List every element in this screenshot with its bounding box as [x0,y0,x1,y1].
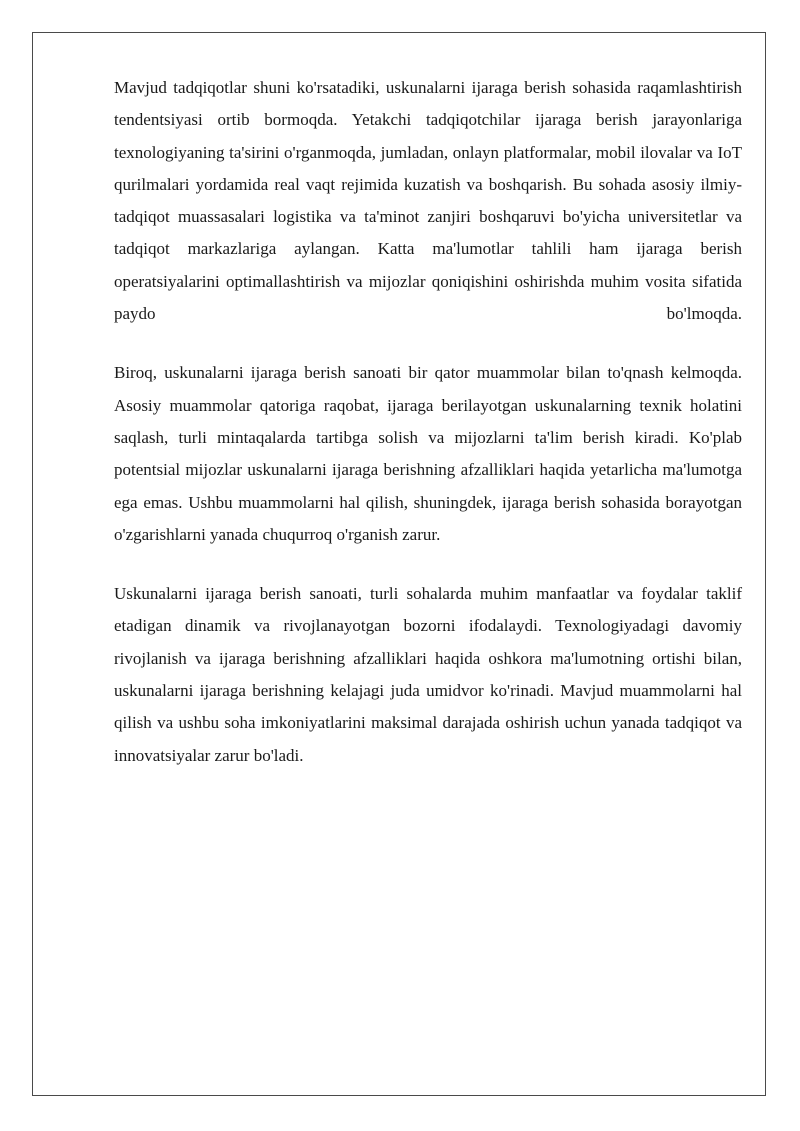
paragraph-1: Mavjud tadqiqotlar shuni ko'rsatadiki, uskunalarni ijaraga berish sohasida raqamlashtirish tendentsiyasi ortib bormoqda. Yetakchi tadqiqotchilar ijaraga berish jarayonlariga texnologiyaning ta'sirini o'rganmoqda, jumladan, onlayn platformalar, mobil ilovalar va IoT qurilmalari yordamida real vaqt rejimida kuzatish va boshqarish. Bu sohada asosiy ilmiy-tadqiqot muassasalari logistika va ta'minot zanjiri boshqaruvi bo'yicha universitetlar va tadqiqot markazlariga aylangan. Katta ma'lumotlar tahlili ham ijaraga berish operatsiyalarini optimallashtirish va mijozlar qoniqishini oshirishda muhim vosita sifatida paydo bo'lmoqda. [114,78,742,324]
document-body [114,72,742,799]
paragraph-3: Uskunalarni ijaraga berish sanoati, turli sohalarda muhim manfaatlar va foydalar taklif etadigan dinamik va rivojlanayotgan bozorni ifodalaydi. Texnologiyadagi davomiy rivojlanish va ijaraga berishning afzalliklari haqida oshkora ma'lumotning ortishi bilan, uskunalarni ijaraga berishning kelajagi juda umidvor ko'rinadi. Mavjud muammolarni hal qilish va ushbu soha imkoniyatlarini maksimal darajada oshirish uchun yanada tadqiqot va innovatsiyalar zarur bo'ladi. [114,584,742,765]
paragraph-2: Biroq, uskunalarni ijaraga berish sanoati bir qator muammolar bilan to'qnash kelmoqda. Asosiy muammolar qatoriga raqobat, ijaraga berilayotgan uskunalarning texnik holatini saqlash, turli mintaqalarda tartibga solish va mijozlarni ta'lim berish kiradi. Ko'plab potentsial mijozlar uskunalarni ijaraga berishning afzalliklari haqida yetarlicha ma'lumotga ega emas. Ushbu muammolarni hal qilish, shuningdek, ijaraga berish sohasida borayotgan o'zgarishlarni yanada chuqurroq o'rganish zarur. [114,363,742,544]
